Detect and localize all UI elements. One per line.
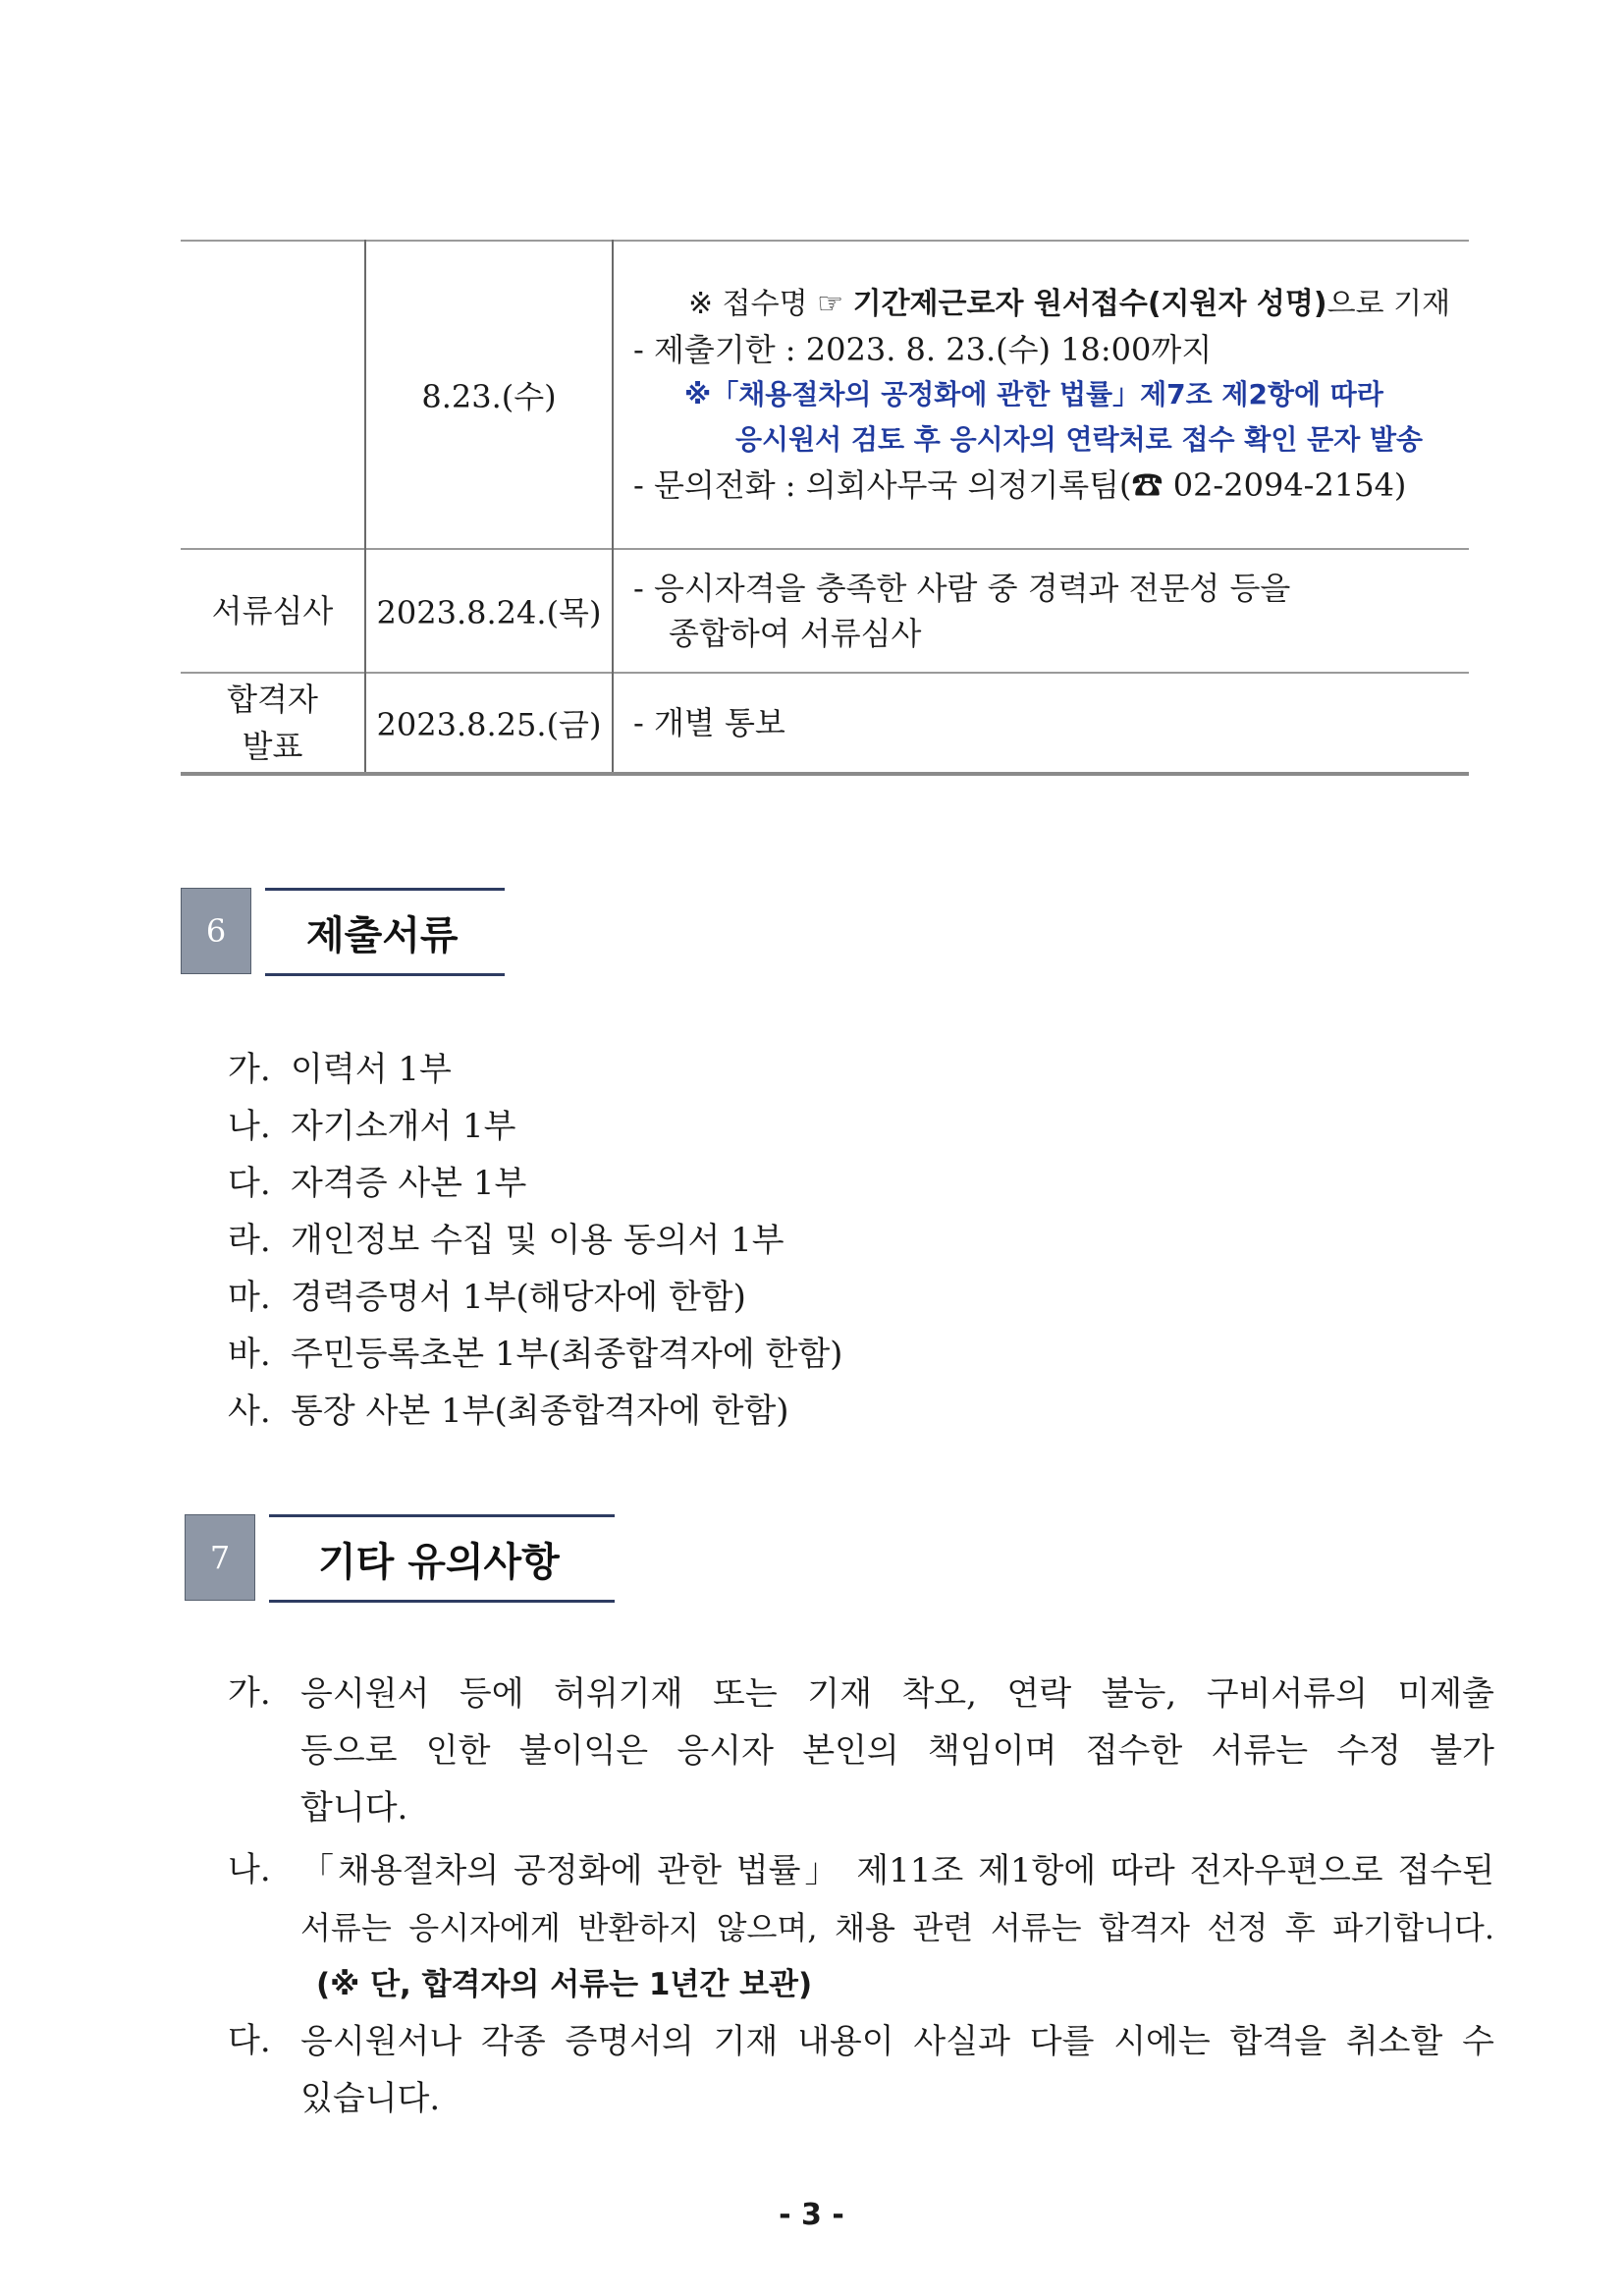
stage-line-1: 합격자 — [227, 681, 318, 718]
list-text-line: 응시원서나 각종 증명서의 기재 내용이 사실과 다를 시에는 합격을 취소할 수 — [300, 2022, 1494, 2061]
deadline-text: - 제출기한 : 2023. 8. 23.(수) 18:00까지 — [633, 331, 1213, 368]
list-text-line: 있습니다. — [300, 2079, 441, 2118]
list-text-line: 합니다. — [300, 1788, 408, 1828]
announcement-desc: - 개별 통보 — [633, 704, 785, 741]
schedule-row-application — [181, 241, 1469, 549]
schedule-row-document-review — [181, 549, 1469, 673]
list-item — [228, 1041, 842, 1098]
stage-line-2: 발표 — [242, 728, 303, 765]
list-text: 자기소개서 1부 — [291, 1107, 516, 1146]
list-marker: 나. — [228, 1107, 271, 1146]
date-cell: 2023.8.25.(금) — [365, 673, 613, 774]
stage-cell: 서류심사 — [181, 549, 365, 673]
list-text: 개인정보 수집 및 이용 동의서 1부 — [291, 1221, 784, 1260]
list-item — [228, 2013, 1494, 2127]
list-text-line: 서류는 응시자에게 반환하지 않으며, 채용 관련 서류는 합격자 선정 후 파기합니다. — [300, 1909, 1494, 1946]
review-desc-line-1: - 응시자격을 충족한 사람 중 경력과 전문성 등을 — [633, 570, 1291, 607]
contact-text: - 문의전화 : 의회사무국 의정기록팀(☎ 02-2094-2154) — [633, 466, 1407, 504]
application-name-note — [633, 282, 1469, 327]
page-number: - 3 - — [779, 2198, 844, 2232]
section-number-badge: 7 — [185, 1514, 255, 1601]
section-title: 제출서류 — [306, 912, 459, 958]
detail-cell — [613, 241, 1469, 549]
list-marker: 가. — [228, 1673, 271, 1713]
list-text-line: 등으로 인한 불이익은 응시자 본인의 책임이며 접수한 서류는 수정 불가 — [300, 1731, 1494, 1771]
stage-cell — [181, 241, 365, 549]
list-marker: 나. — [228, 1850, 271, 1889]
schedule-table — [181, 240, 1469, 776]
list-text: 주민등록초본 1부(최종합격자에 한함) — [291, 1335, 843, 1374]
list-item — [228, 1098, 842, 1155]
section-number-badge: 6 — [181, 888, 251, 974]
list-marker: 마. — [228, 1278, 271, 1317]
list-marker: 사. — [228, 1392, 271, 1431]
review-desc-line-2: 종합하여 서류심사 — [669, 615, 922, 652]
list-item — [228, 1155, 842, 1212]
list-marker: 라. — [228, 1221, 271, 1260]
list-marker: 가. — [228, 1050, 271, 1089]
stage-cell — [181, 673, 365, 774]
section-heading — [269, 1514, 615, 1603]
list-marker: 다. — [228, 1164, 271, 1203]
date-cell: 8.23.(수) — [365, 241, 613, 549]
note-suffix: 으로 기재 — [1326, 287, 1451, 321]
list-marker: 바. — [228, 1335, 271, 1374]
list-text-line: 응시원서 등에 허위기재 또는 기재 착오, 연락 불능, 구비서류의 미제출 — [300, 1674, 1494, 1714]
list-text: 통장 사본 1부(최종합격자에 한함) — [291, 1392, 789, 1431]
list-item — [228, 1269, 842, 1326]
section-title: 기타 유의사항 — [318, 1539, 560, 1585]
list-marker: 다. — [228, 2021, 271, 2060]
list-text-line: 「채용절차의 공정화에 관한 법률」 제11조 제1항에 따라 전자우편으로 접수된 — [300, 1851, 1494, 1890]
list-text: 자격증 사본 1부 — [291, 1164, 527, 1203]
list-item — [228, 1842, 1494, 2013]
date-cell: 2023.8.24.(목) — [365, 549, 613, 673]
law-note-line-1: ※「채용절차의 공정화에 관한 법률」제7조 제2항에 따라 — [684, 378, 1383, 410]
required-documents-list — [228, 1041, 842, 1440]
schedule-row-announcement — [181, 673, 1469, 774]
law-note-line-2: 응시원서 검토 후 응시자의 연락처로 접수 확인 문자 발송 — [735, 423, 1424, 456]
retention-note: (※ 단, 합격자의 서류는 1년간 보관) — [316, 1967, 813, 2002]
list-item — [228, 1212, 842, 1269]
list-text: 이력서 1부 — [291, 1050, 452, 1089]
list-text: 경력증명서 1부(해당자에 한함) — [291, 1278, 746, 1317]
list-item — [228, 1666, 1494, 1836]
detail-cell — [613, 549, 1469, 673]
note-bold: 기간제근로자 원서접수(지원자 성명) — [852, 287, 1327, 321]
notes-list — [228, 1666, 1494, 2127]
list-item — [228, 1383, 842, 1440]
detail-cell — [613, 673, 1469, 774]
note-prefix: ※ 접수명 ☞ — [688, 287, 853, 321]
section-heading — [265, 888, 505, 976]
list-item — [228, 1326, 842, 1383]
